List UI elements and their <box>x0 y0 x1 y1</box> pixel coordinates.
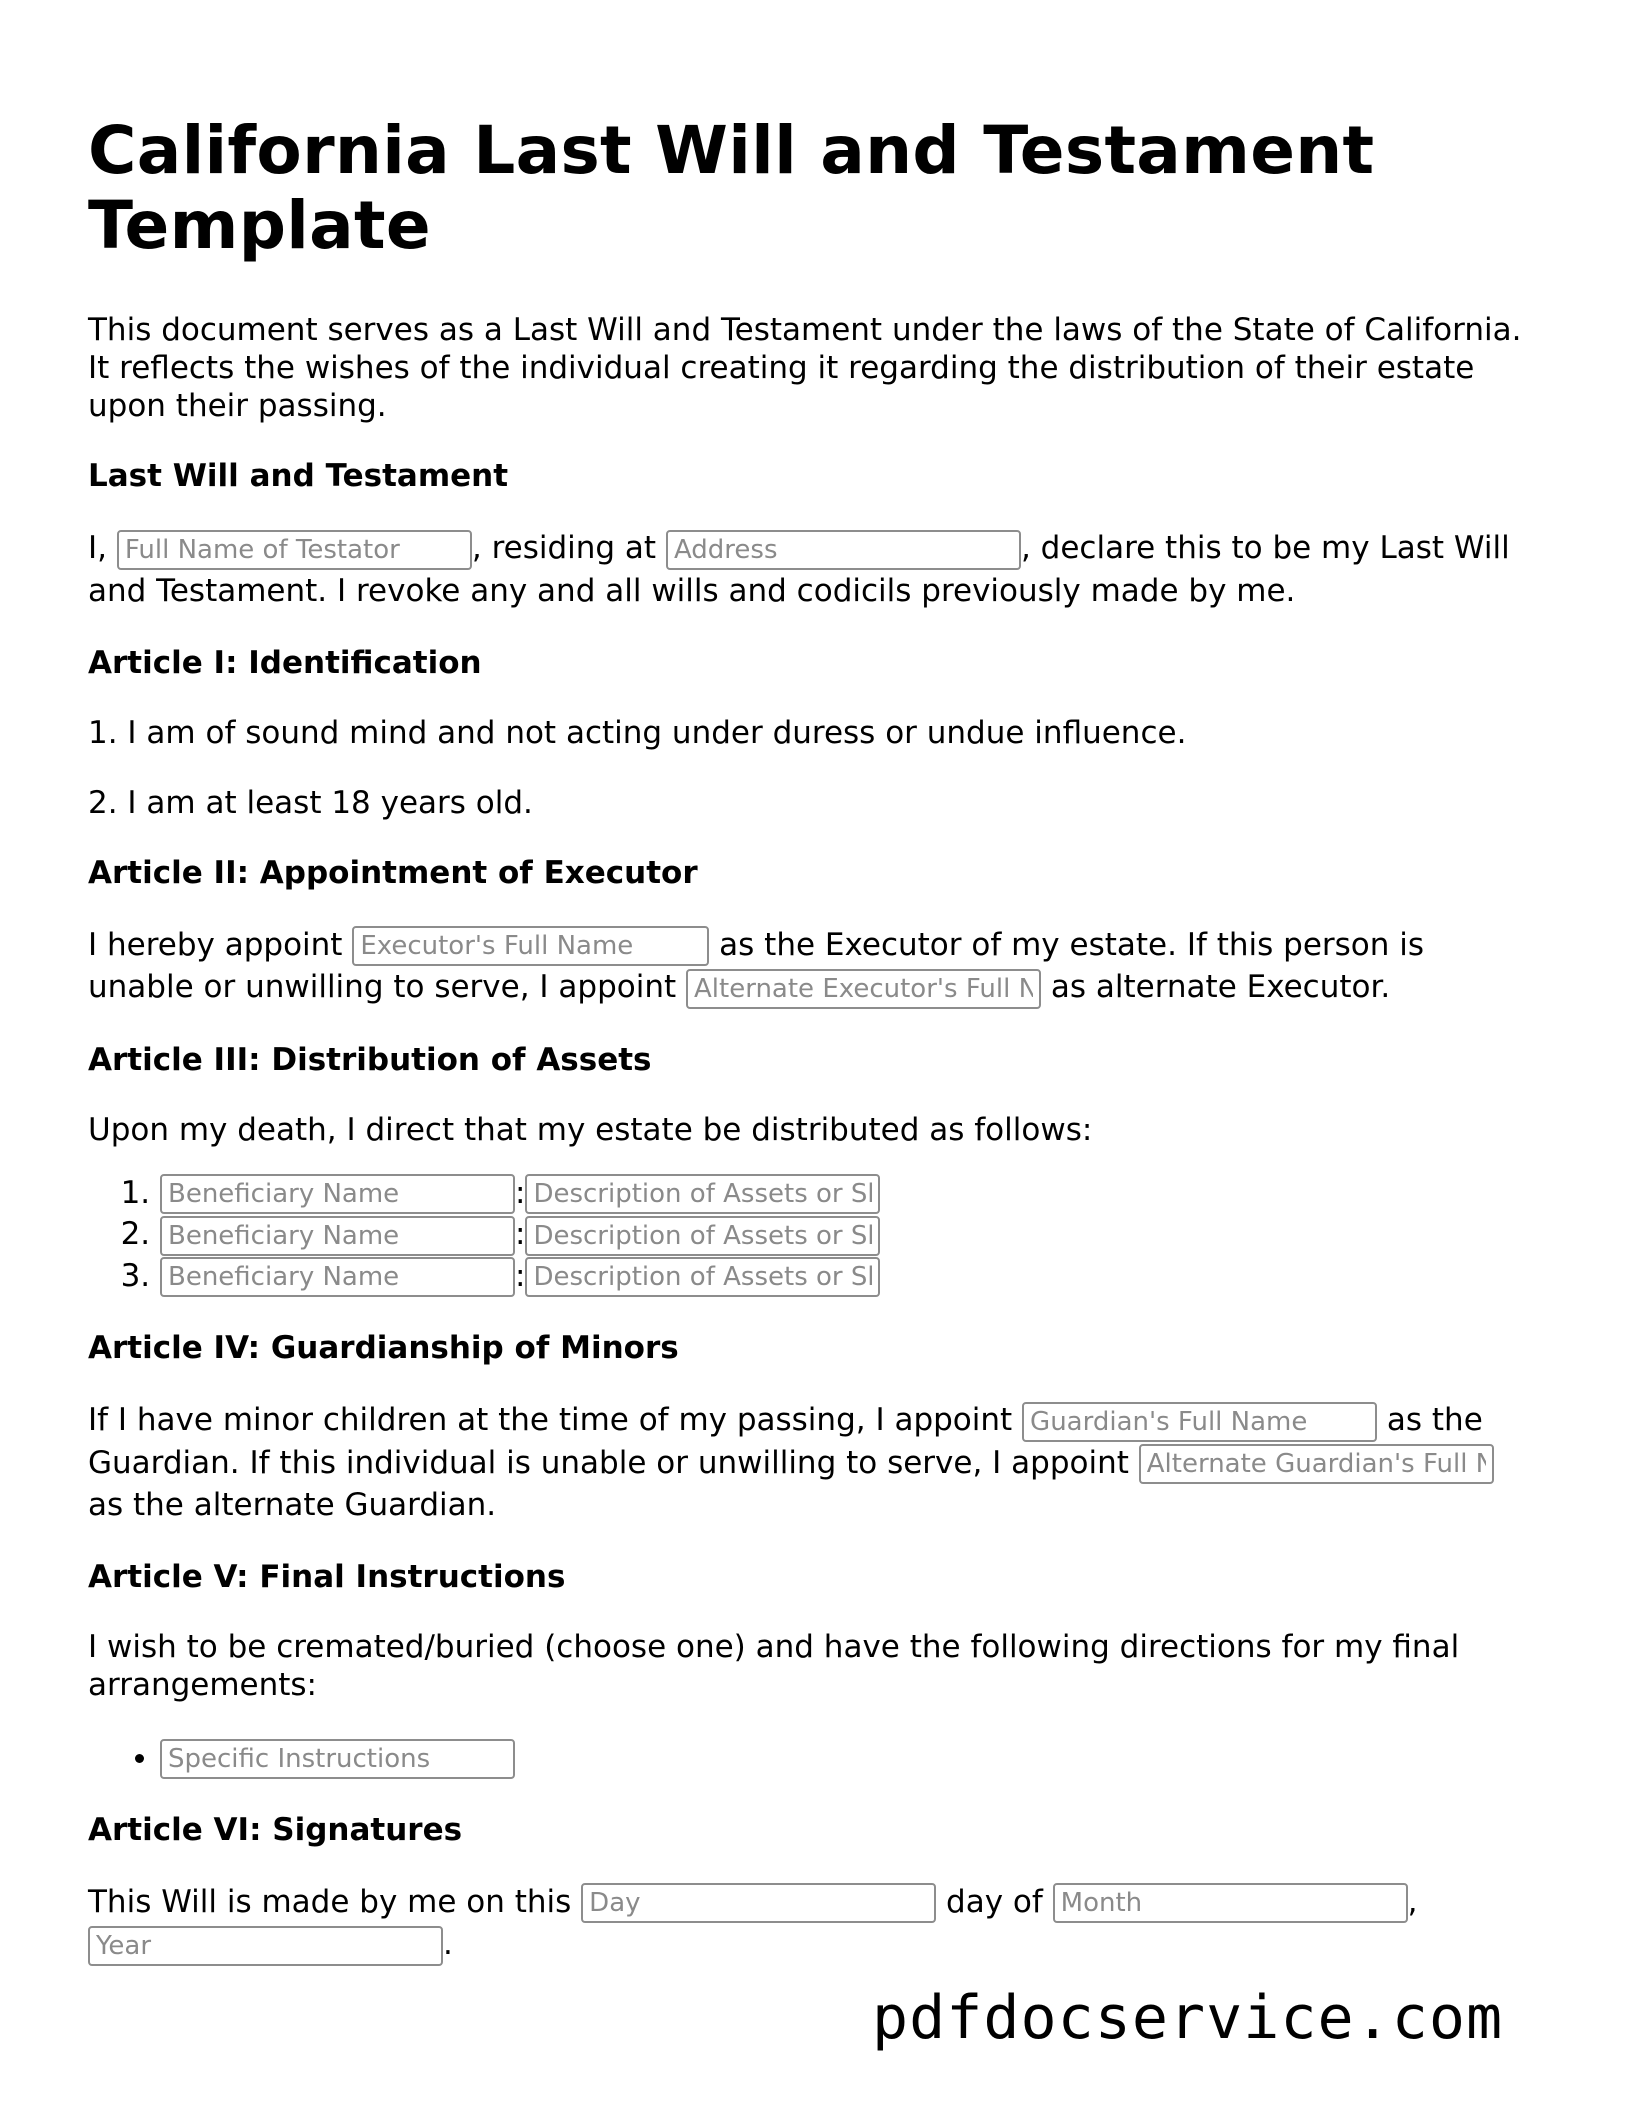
article-1-heading: Article I: Identification <box>88 644 482 681</box>
section-heading-last-will: Last Will and Testament <box>88 458 509 494</box>
article-6-text-3: , <box>1407 1883 1418 1920</box>
instructions-list <box>88 1736 1528 1779</box>
beneficiary-separator: : <box>515 1174 526 1211</box>
article-6-text-4: . <box>443 1926 453 1962</box>
article-4-text-1: If I have minor children at the time of my passing, I appoint <box>88 1402 1023 1438</box>
beneficiary-item <box>160 1256 1528 1298</box>
article-4-text-2: as the Guardian. If this individual is unable or unwilling to serve, I appoint <box>88 1402 1483 1481</box>
article-1-item-2: 2. I am at least 18 years old. <box>88 784 533 821</box>
alternate-guardian-input[interactable] <box>1139 1444 1494 1484</box>
watermark-text: pdfdocservice.com <box>872 1983 1504 2053</box>
article-3-intro: Upon my death, I direct that my estate be distributed as follows: <box>88 1111 1093 1148</box>
declaration-text-2: , residing at <box>471 530 666 566</box>
intro-paragraph: This document serves as a Last Will and Testament under the laws of the State of California. It reflects the wishes of the individual creating it regarding the distribution of their estate upon their passing. <box>88 312 1522 424</box>
beneficiary-separator: : <box>515 1216 526 1252</box>
article-6-paragraph <box>88 1881 1528 1966</box>
article-1-item-1: 1. I am of sound mind and not acting under duress or undue influence. <box>88 714 1187 751</box>
article-2-text-3: as alternate Executor. <box>1041 969 1391 1005</box>
article-4-heading: Article IV: Guardianship of Minors <box>88 1330 679 1366</box>
declaration-paragraph <box>88 527 1528 612</box>
specific-instructions-input[interactable] <box>160 1739 515 1779</box>
executor-name-input[interactable] <box>352 926 709 966</box>
month-input[interactable] <box>1053 1883 1408 1923</box>
beneficiary-name-input[interactable] <box>160 1174 515 1214</box>
declaration-text-1: I, <box>88 530 117 566</box>
will-document <box>88 0 1528 1966</box>
beneficiary-assets-input[interactable] <box>525 1174 880 1214</box>
year-input[interactable] <box>88 1926 443 1966</box>
article-4-paragraph <box>88 1399 1528 1526</box>
article-3-heading: Article III: Distribution of Assets <box>88 1041 652 1078</box>
article-5-text: I wish to be cremated/buried (choose one) and have the following directions for my final arrangements: <box>88 1629 1460 1703</box>
beneficiary-list <box>88 1173 1528 1298</box>
beneficiary-assets-input[interactable] <box>525 1257 880 1297</box>
beneficiary-item <box>160 1214 1528 1256</box>
article-2-text-1: I hereby appoint <box>88 926 353 963</box>
article-2-paragraph <box>88 924 1528 1009</box>
guardian-name-input[interactable] <box>1022 1402 1377 1442</box>
address-input[interactable] <box>666 530 1021 570</box>
beneficiary-separator: : <box>515 1257 526 1294</box>
beneficiary-name-input[interactable] <box>160 1216 515 1256</box>
testator-name-input[interactable] <box>117 530 472 570</box>
article-2-heading: Article II: Appointment of Executor <box>88 854 698 891</box>
beneficiary-assets-input[interactable] <box>525 1216 880 1256</box>
day-input[interactable] <box>581 1883 936 1923</box>
article-6-text-2: day of <box>936 1883 1053 1920</box>
document-title: California Last Will and Testament Template <box>88 112 1375 264</box>
article-6-text-1: This Will is made by me on this <box>88 1883 582 1920</box>
article-4-text-3: as the alternate Guardian. <box>88 1487 497 1523</box>
article-5-heading: Article V: Final Instructions <box>88 1559 566 1595</box>
article-2-text-2: as the Executor of my estate. If this person is unable or unwilling to serve, I appoint <box>88 926 1425 1005</box>
alternate-executor-input[interactable] <box>686 969 1041 1009</box>
article-6-heading: Article VI: Signatures <box>88 1811 463 1848</box>
instructions-item <box>160 1736 1528 1779</box>
beneficiary-name-input[interactable] <box>160 1257 515 1297</box>
beneficiary-item <box>160 1173 1528 1215</box>
declaration-text-3: , declare this to be my Last Will and Testament. I revoke any and all wills and codicils previously made by me. <box>88 530 1510 609</box>
